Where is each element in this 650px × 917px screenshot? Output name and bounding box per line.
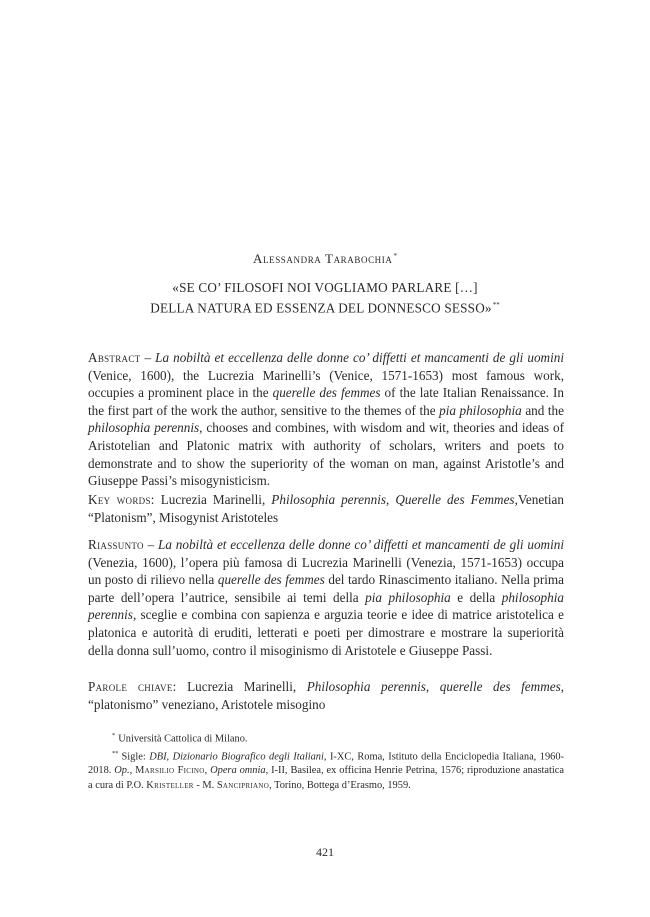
footnote-1-text: Università Cattolica di Milano. <box>118 733 248 745</box>
abstract-paragraph <box>88 349 564 490</box>
parole-chiave-text: , “platonismo” veneziano, Aristotele misogino <box>88 679 564 712</box>
footnote-2-author: Kristeller <box>146 779 194 791</box>
keywords-text: Lucrezia Marinelli, <box>154 492 272 507</box>
abstract-label: Abstract <box>88 350 141 365</box>
footnote-2-text: Sigle: <box>121 751 150 763</box>
footnote-2-author: Sancipriano <box>216 779 270 791</box>
footnote-2-mark: ** <box>112 749 119 757</box>
footnote-2-text: , <box>166 751 173 763</box>
footnote-1-mark: * <box>112 732 116 739</box>
keywords-italic-term: Philosophia perennis <box>271 492 386 507</box>
footnote-2-text: , I-XC, Roma, Istituto della Enciclopedia Italiana, 1960-2018. <box>88 751 564 777</box>
footnote-2-text: , <box>129 765 136 777</box>
riassunto-text: , sceglie e combina con sapienza e arguzia teorie e idee di matrice aristotelica e platonica e autorità di eruditi, letterati e poeti per dimostrare e mostrare la superiorità della donna sull’uomo, contro il misoginismo di Aristotele e Giuseppe Passi. <box>88 607 564 658</box>
riassunto-text: del tardo Rinascimento italiano. Nella prima parte dell’opera l’autrice, sensibile ai temi della <box>88 572 564 605</box>
parole-chiave-italic-term: Philosophia perennis <box>306 679 426 694</box>
footnote-2-author: Marsilio Ficino <box>135 765 205 777</box>
riassunto-dash: – <box>143 537 159 552</box>
footnote-2-italic: Op. <box>114 765 130 777</box>
footnote-2-text: , I-II, Basilea, ex officina Henrie Petrina, 1576; riproduzione anastatica a cura di P.O. <box>88 765 564 791</box>
riassunto-italic-term: querelle des femmes <box>217 572 325 588</box>
author-footnote-mark: * <box>393 251 397 260</box>
riassunto-italic-term: pia philosophia <box>365 589 451 605</box>
keywords-text: , <box>386 492 396 507</box>
parole-chiave-label: Parole chiave: <box>88 679 177 694</box>
riassunto-label: Riassunto <box>88 537 144 552</box>
parole-chiave-paragraph <box>88 678 564 713</box>
author-name-text: Alessandra Tarabochia <box>253 251 393 266</box>
title-line-1: «SE CO’ FILOSOFI NOI VOGLIAMO PARLARE […] <box>172 280 478 295</box>
title-footnote-mark: ** <box>492 300 500 309</box>
parole-chiave-italic-term: querelle des femmes <box>439 679 561 694</box>
riassunto-italic-term: philosophia perennis <box>88 589 564 623</box>
abstract-dash: – <box>140 350 156 365</box>
keywords-italic-term: Querelle des Femmes <box>395 492 515 507</box>
parole-chiave-text: Lucrezia Marinelli, <box>176 679 307 694</box>
abstract-text: (Venice, 1600), the Lucrezia Marinelli’s (Venice, 1571-1653) most famous work, occupies a prominent place in the <box>88 367 564 401</box>
footnote-1 <box>112 729 564 747</box>
parole-chiave-text: , <box>425 679 440 694</box>
abstract-text: , chooses and combines, with wisdom and wit, theories and ideas of Aristotelian and Platonic matrix with authority of scholars, writers and poets to demonstrate and to show the superiority of the woman on man, against Aristotle’s and Giuseppe Passi’s misogynisticism. <box>88 420 564 489</box>
footnote-2-text: , <box>204 765 211 777</box>
abstract-italic-term: philosophia perennis <box>88 420 200 436</box>
keywords-label: Key words: <box>88 492 155 507</box>
abstract-text: of the late Italian Renaissance. In the first part of the work the author, sensitive to the themes of the <box>88 385 564 418</box>
riassunto-text: e della <box>450 589 502 605</box>
footnote-2-italic: DBI <box>149 751 167 763</box>
abstract-text: and the <box>521 402 565 418</box>
title-line-2-text: DELLA NATURA ED ESSENZA DEL DONNESCO SESSO» <box>150 299 492 315</box>
abstract-italic-term: querelle des femmes <box>272 385 381 401</box>
footnote-2-text: , Torino, Bottega d’Erasmo, 1959. <box>269 779 411 791</box>
author-name <box>0 251 650 267</box>
riassunto-text: (Venezia, 1600), l’opera più famosa di Lucrezia Marinelli (Venezia, 1571-1653) occupa un posto di rilievo nella <box>88 554 564 588</box>
page-number: 421 <box>316 845 334 859</box>
footnote-2-text: - M. <box>193 779 217 791</box>
footnotes <box>88 729 564 793</box>
footnote-2-italic: Dizionario Biografico degli Italiani <box>172 751 324 763</box>
abstract-work-title: La nobiltà et eccellenza delle donne co’ diffetti et mancamenti de gli uomini <box>155 350 564 365</box>
keywords-paragraph <box>88 491 564 526</box>
riassunto-paragraph <box>88 536 564 659</box>
title-line-2 <box>0 297 650 317</box>
footnote-2-italic: Opera omnia <box>210 765 266 777</box>
keywords-text: ,Venetian “Platonism”, Misogynist Aristoteles <box>88 492 564 525</box>
abstract-italic-term: pia philosophia <box>439 402 522 418</box>
article-title <box>0 280 650 316</box>
riassunto-work-title: La nobiltà et eccellenza delle donne co’ diffetti et mancamenti de gli uomini <box>158 537 564 552</box>
footnote-2 <box>88 747 564 793</box>
